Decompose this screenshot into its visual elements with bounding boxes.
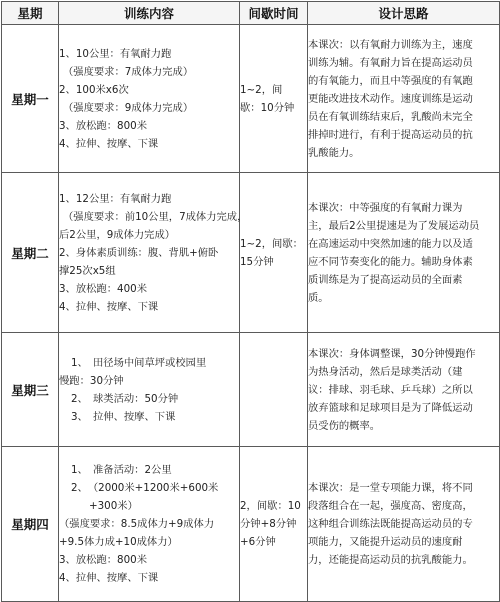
design-line: 排掉时进行，有利于提高运动员的抗 <box>308 128 473 141</box>
content-cell <box>59 25 240 173</box>
day-cell: 星期三 <box>2 333 59 447</box>
design-line: 本课次：是一堂专项能力课，将不同 <box>308 482 473 494</box>
content-line: 4、拉伸、按摩、下课 <box>59 300 159 313</box>
design-cell <box>308 447 500 602</box>
design-line: 乳酸能力。 <box>308 146 360 159</box>
content-line: 1、10公里：有氧耐力跑 <box>59 47 172 60</box>
interval-line: 1~2，间歇： <box>240 237 303 250</box>
content-line: 2、 （2000米+1200米+600米 <box>71 482 219 494</box>
design-line: 段落组合在一起，强度高、密度高， <box>308 500 473 512</box>
design-line: 训练为辅。有氧耐力旨在提高运动员 <box>308 56 473 69</box>
content-line: +300米） <box>89 500 138 512</box>
content-line: 1、 准备活动：2公里 <box>71 464 172 476</box>
content-line: 1、12公里：有氧耐力跑 <box>59 192 172 205</box>
interval-cell <box>240 173 308 333</box>
content-line: 3、放松跑：800米 <box>59 119 147 132</box>
content-line: （强度要求：前10公里，7成体力完成， <box>63 210 248 223</box>
design-line: 本课次：以有氧耐力训练为主，速度 <box>308 38 473 51</box>
table-row <box>2 173 500 333</box>
content-line: +9.5体力成+10成体力） <box>59 536 178 548</box>
content-line: （强度要求：7成体力完成） <box>63 65 194 78</box>
content-line: 慢跑：30分钟 <box>59 374 124 387</box>
design-line: 这种组合训练法既能提高运动员的专 <box>308 518 473 530</box>
content-line: 3、放松跑：400米 <box>59 282 147 295</box>
content-line: 撑25次x5组 <box>59 264 116 277</box>
design-line: 质训练是为了提高运动员的全面素 <box>308 273 463 286</box>
content-line: （强度要求：9成体力完成） <box>63 101 194 114</box>
design-line: 主，最后2公里提速是为了发展运动员 <box>308 219 480 232</box>
table-row <box>2 447 500 602</box>
header-day: 星期 <box>2 2 59 25</box>
content-cell <box>59 333 240 447</box>
interval-cell <box>240 447 308 602</box>
interval-line: 分钟+8分钟 <box>240 518 297 530</box>
design-line: 员在有氧训练结束后，乳酸尚未完全 <box>308 110 473 123</box>
design-line: 应不同节奏变化的能力。辅助身体素 <box>308 255 473 268</box>
training-plan-table <box>1 1 500 602</box>
design-line: 本课次：中等强度的有氧耐力课为 <box>308 201 463 214</box>
design-line: 本课次：身体调整课，30分钟慢跑作 <box>308 347 476 360</box>
interval-line: +6分钟 <box>240 536 276 548</box>
content-line: 2、身体素质训练：腹、背肌+俯卧 <box>59 246 219 259</box>
design-cell <box>308 333 500 447</box>
day-cell: 星期一 <box>2 25 59 173</box>
design-line: 放弃篮球和足球项目是为了降低运动 <box>308 401 473 414</box>
content-cell <box>59 173 248 333</box>
design-line: 议：排球、羽毛球、乒乓球）之所以 <box>308 383 473 396</box>
design-line: 更能改进技术动作。速度训练是运动 <box>308 92 473 105</box>
interval-line: 15分钟 <box>240 255 274 268</box>
content-line: 后2公里，9成体力完成） <box>59 228 176 241</box>
day-cell: 星期二 <box>2 173 59 333</box>
content-line: 1、 田径场中间草坪或校园里 <box>71 356 207 369</box>
interval-line: 2，间歇：10 <box>240 500 301 512</box>
interval-line: 歇：10分钟 <box>240 101 295 114</box>
design-line: 在高速运动中突然加速的能力以及适 <box>308 237 473 250</box>
design-cell <box>308 25 500 173</box>
header-interval: 间歇时间 <box>240 2 308 25</box>
interval-cell <box>240 25 308 173</box>
design-line: 项能力，又能提升运动员的速度耐 <box>308 536 463 548</box>
content-line: 3、 拉伸、按摩、下课 <box>71 410 176 423</box>
design-line: 的有氧能力，而且中等强度的有氧跑 <box>308 74 473 87</box>
table-row <box>2 25 500 173</box>
content-line: 4、拉伸、按摩、下课 <box>59 137 159 150</box>
header-content: 训练内容 <box>59 2 240 25</box>
content-line: 4、拉伸、按摩、下课 <box>59 572 159 584</box>
design-line: 力，还能提高运动员的抗乳酸能力。 <box>308 554 473 566</box>
interval-cell <box>240 333 308 447</box>
table-row <box>2 333 500 447</box>
design-line: 为热身活动，然后是球类活动（建 <box>308 365 463 378</box>
day-cell: 星期四 <box>2 447 59 602</box>
design-line: 质。 <box>308 291 329 304</box>
content-line: 2、 球类活动：50分钟 <box>71 392 179 405</box>
header-row <box>2 2 500 25</box>
interval-line: 1~2，间 <box>240 83 283 96</box>
content-line: （强度要求：8.5成体力+9成体力 <box>59 518 215 530</box>
header-design: 设计思路 <box>308 2 500 25</box>
design-line: 员受伤的概率。 <box>308 419 381 432</box>
content-line: 3、放松跑：800米 <box>59 554 147 566</box>
design-cell <box>308 173 500 333</box>
content-line: 2、100米x6次 <box>59 83 129 96</box>
content-cell <box>59 447 240 602</box>
